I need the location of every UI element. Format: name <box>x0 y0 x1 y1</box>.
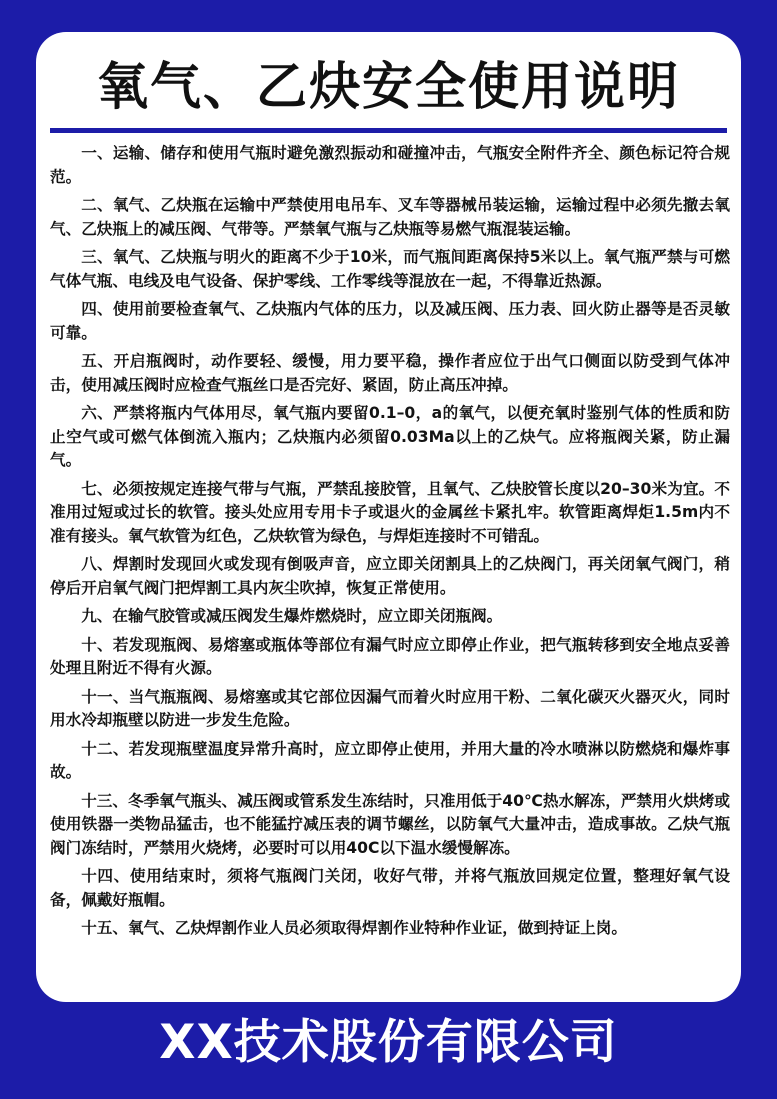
rule-paragraph-4: 四、使用前要检查氧气、乙炔瓶内气体的压力，以及减压阀、压力表、回火防止器等是否灵敏可靠。 <box>50 300 730 342</box>
rule-paragraph-10: 十、若发现瓶阀、易熔塞或瓶体等部位有漏气时应立即停止作业，把气瓶转移到安全地点妥善处理且附近不得有火源。 <box>50 635 730 677</box>
rule-paragraph-14: 十四、使用结束时，须将气瓶阀门关闭，收好气带，并将气瓶放回规定位置，整理好氧气设备，佩戴好瓶帽。 <box>50 867 730 909</box>
rule-paragraph-5: 五、开启瓶阀时，动作要轻、缓慢，用力要平稳，操作者应位于出气口侧面以防受到气体冲击，使用减压阀时应检查气瓶丝口是否完好、紧固，防止高压冲掉。 <box>50 352 730 394</box>
title-divider <box>50 128 727 133</box>
rule-paragraph-15: 十五、氧气、乙炔焊割作业人员必须取得焊割作业特种作业证，做到持证上岗。 <box>81 919 627 937</box>
notice-panel <box>36 32 741 1002</box>
rule-paragraph-1: 一、运输、储存和使用气瓶时避免激烈振动和碰撞冲击，气瓶安全附件齐全、颜色标记符合规范。 <box>50 144 730 186</box>
rule-paragraph-9: 九、在输气胶管或减压阀发生爆炸燃烧时，应立即关闭瓶阀。 <box>81 607 503 625</box>
rule-paragraph-3: 三、氧气、乙炔瓶与明火的距离不少于10米，而气瓶间距离保持5米以上。氧气瓶严禁与可燃气体气瓶、电线及电气设备、保护零线、工作零线等混放在一起，不得靠近热源。 <box>50 248 730 290</box>
rule-paragraph-7: 七、必须按规定连接气带与气瓶，严禁乱接胶管，且氧气、乙炔胶管长度以20–30米为宜。不准用过短或过长的软管。接头处应用专用卡子或退火的金属丝卡紧扎牢。软管距离焊炬1.5m内不准有接头。氧气软管为红色，乙炔软管为绿色，与焊炬连接时不可错乱。 <box>50 479 730 545</box>
rule-paragraph-12: 十二、若发现瓶壁温度异常升高时，应立即停止使用，并用大量的冷水喷淋以防燃烧和爆炸事故。 <box>50 739 730 781</box>
notice-title: 氧气、乙炔安全使用说明 <box>96 58 680 117</box>
company-name: XX技术股份有限公司 <box>159 1015 618 1070</box>
rule-paragraph-6: 六、严禁将瓶内气体用尽，氧气瓶内要留0.1–0，a的氧气，以便充氧时鉴别气体的性质和防止空气或可燃气体倒流入瓶内；乙炔瓶内必须留0.03Ma以上的乙炔气。应将瓶阀关紧，防止漏气。 <box>50 404 730 469</box>
rule-paragraph-11: 十一、当气瓶瓶阀、易熔塞或其它部位因漏气而着火时应用干粉、二氧化碳灭火器灭火，同时用水冷却瓶壁以防进一步发生危险。 <box>50 687 730 729</box>
notice-body <box>50 142 730 946</box>
rule-paragraph-13: 十三、冬季氧气瓶头、减压阀或管系发生冻结时，只准用低于40℃热水解冻，严禁用火烘烤或使用铁器一类物品猛击，也不能猛拧减压表的调节螺丝，以防氧气大量冲击，造成事故。乙炔气瓶阀门冻结时，严禁用火烧烤，必要时可以用40C以下温水缓慢解冻。 <box>50 791 730 857</box>
rule-paragraph-8: 八、焊割时发现回火或发现有倒吸声音，应立即关闭割具上的乙炔阀门，再关闭氧气阀门，稍停后开启氧气阀门把焊割工具内灰尘吹掉，恢复正常使用。 <box>50 555 730 597</box>
rule-paragraph-2: 二、氧气、乙炔瓶在运输中严禁使用电吊车、叉车等器械吊装运输，运输过程中必须先撤去氧气、乙炔瓶上的减压阀、气带等。严禁氧气瓶与乙炔瓶等易燃气瓶混装运输。 <box>50 196 730 238</box>
